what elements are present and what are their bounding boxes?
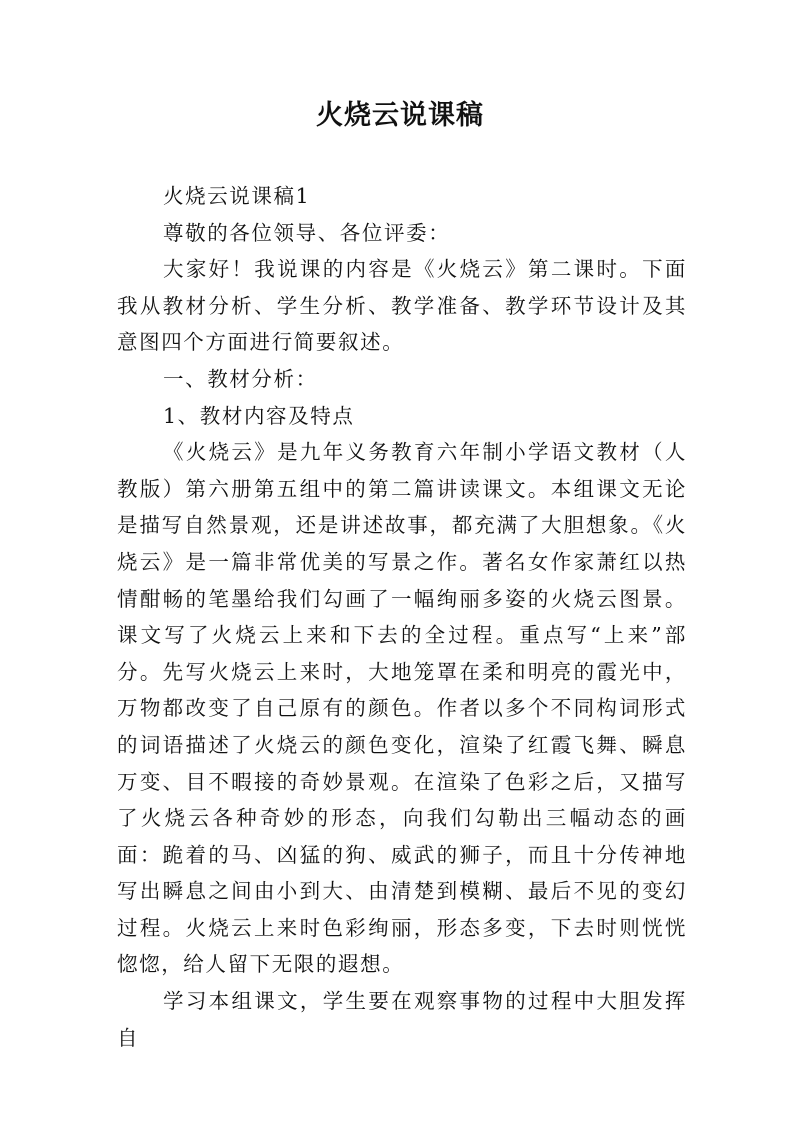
document-body — [117, 178, 687, 1056]
paragraph-greeting: 尊敬的各位领导、各位评委： — [163, 220, 451, 245]
paragraph-textbook-analysis: 《火烧云》是九年义务教育六年制小学语文教材（人教版）第六册第五组中的第二篇讲读课文。本组课文无论是描写自然景观，还是讲述故事，都充满了大胆想象。《火烧云》是一篇非常优美的写景之作。著名女作家萧红以热情酣畅的笔墨给我们勾画了一幅绚丽多姿的火烧云图景。课文写了火烧云上来和下去的全过程。重点写“上来”部分。先写火烧云上来时，大地笼罩在柔和明亮的霞光中，万物都改变了自己原有的颜色。作者以多个不同构词形式的词语描述了火烧云的颜色变化，渲染了红霞飞舞、瞬息万变、目不暇接的奇妙景观。在渲染了色彩之后，又描写了火烧云各种奇妙的形态，向我们勾勒出三幅动态的画面：跪着的马、凶猛的狗、威武的狮子，而且十分传神地写出瞬息之间由小到大、由清楚到模糊、最后不见的变幻过程。火烧云上来时色彩绚丽，形态多变，下去时则恍恍惚惚，给人留下无限的遐想。 — [117, 440, 687, 977]
paragraph-heading: 火烧云说课稿1 — [163, 184, 311, 208]
paragraph-intro: 大家好！我说课的内容是《火烧云》第二课时。下面我从教材分析、学生分析、教学准备、教学环节设计及其意图四个方面进行简要叙述。 — [117, 257, 687, 355]
document-title: 火烧云说课稿 — [316, 100, 484, 131]
paragraph-continuation: 学习本组课文，学生要在观察事物的过程中大胆发挥自 — [117, 989, 687, 1050]
subsection-heading: 1、教材内容及特点 — [163, 403, 355, 428]
section-heading: 一、教材分析： — [163, 366, 318, 391]
